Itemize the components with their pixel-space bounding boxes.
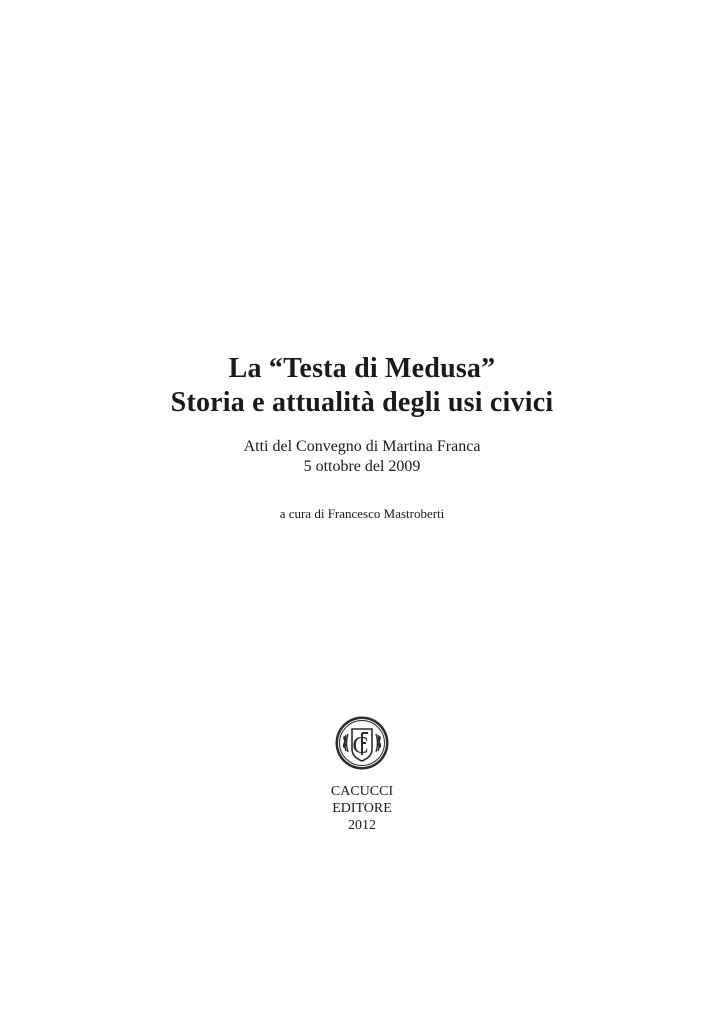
book-title-line-2: Storia e attualità degli usi civici bbox=[170, 387, 554, 418]
book-title bbox=[0, 352, 724, 420]
cacucci-seal-icon bbox=[334, 715, 390, 771]
editor-credit: a cura di Francesco Mastroberti bbox=[279, 506, 445, 521]
seal-letter-c: C bbox=[352, 733, 369, 759]
publisher-name-line-2: EDITORE bbox=[332, 801, 392, 816]
book-title-line-1: La “Testa di Medusa” bbox=[228, 353, 496, 384]
publication-year: 2012 bbox=[348, 818, 376, 833]
conference-subtitle bbox=[0, 437, 724, 477]
conference-name: Atti del Convegno di Martina Franca bbox=[243, 438, 481, 455]
publisher-name-line-1: CACUCCI bbox=[330, 784, 394, 799]
conference-date: 5 ottobre del 2009 bbox=[303, 458, 421, 475]
publisher-info bbox=[0, 783, 724, 834]
